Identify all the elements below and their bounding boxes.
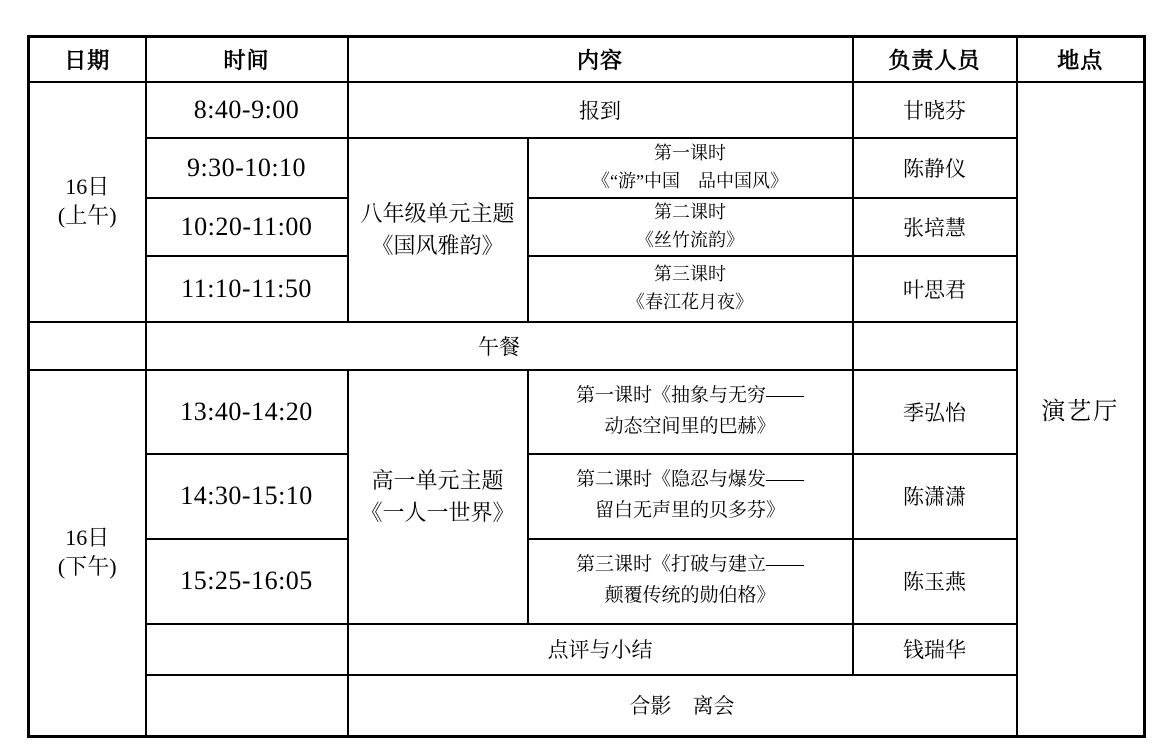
review-row: [29, 624, 1145, 675]
theme-line-2: 《国风雅韵》: [371, 232, 504, 258]
person-cell-pm3: 陈玉燕: [853, 539, 1017, 624]
theme-line-1: 高一单元主题: [371, 467, 504, 493]
person-cell-review: 钱瑞华: [853, 624, 1017, 675]
person-cell-am1: 陈静仪: [853, 138, 1017, 198]
theme-line-2: 《一人一世界》: [360, 499, 515, 525]
time-cell-am2: 10:20-11:00: [146, 198, 348, 256]
afternoon-lesson-1-row: [29, 370, 1145, 454]
afternoon-lesson-3-row: [29, 539, 1145, 624]
person-cell-pm2: 陈潇潇: [853, 454, 1017, 539]
lesson-title-line: 第二课时: [654, 201, 726, 222]
theme-line-1: 八年级单元主题: [360, 200, 515, 226]
closing-cell: 合影 离会: [348, 675, 1017, 737]
date-line-2: (下午): [57, 553, 117, 579]
lesson-title-line: 第一课时《抽象与无穷——: [576, 384, 805, 406]
date-line-2: (上午): [57, 202, 117, 228]
lesson-title-line: 第三课时《打破与建立——: [576, 554, 805, 576]
lesson-cell-am1: [528, 138, 853, 198]
lesson-title-line: 第一课时: [654, 142, 726, 163]
lesson-cell-pm1: [528, 370, 853, 454]
place-cell: 演艺厅: [1017, 82, 1145, 737]
lesson-subtitle-line: 颠覆传统的勋伯格》: [604, 585, 776, 606]
person-cell-pm1: 季弘怡: [853, 370, 1017, 454]
lesson-subtitle-line: 留白无声里的贝多芬》: [595, 500, 786, 521]
header-content: 内容: [348, 37, 853, 82]
registration-row: [29, 82, 1145, 138]
review-cell: 点评与小结: [348, 624, 853, 675]
schedule-table: [27, 35, 1146, 738]
time-cell-empty-closing: [146, 675, 348, 737]
lunch-row: [29, 322, 1145, 370]
time-cell-pm1: 13:40-14:20: [146, 370, 348, 454]
time-cell-pm3: 15:25-16:05: [146, 539, 348, 624]
lesson-subtitle-line: 动态空间里的巴赫》: [604, 415, 776, 437]
registration-cell: 报到: [348, 82, 853, 138]
lesson-cell-pm3: [528, 539, 853, 624]
person-cell-am2: 张培慧: [853, 198, 1017, 256]
date-cell-afternoon: [29, 370, 146, 737]
lunch-cell: 午餐: [146, 322, 853, 370]
header-time: 时间: [146, 37, 348, 82]
date-cell-morning: [29, 82, 146, 322]
date-line-1: 16日: [65, 525, 110, 551]
theme-cell-morning: [348, 138, 528, 322]
time-cell-registration: 8:40-9:00: [146, 82, 348, 138]
morning-lesson-3-row: [29, 256, 1145, 322]
morning-lesson-1-row: [29, 138, 1145, 198]
date-line-1: 16日: [65, 173, 110, 199]
header-date: 日期: [29, 37, 146, 82]
lesson-subtitle-line: 《“游”中国 品中国风》: [592, 170, 788, 191]
lesson-cell-am2: [528, 198, 853, 256]
lesson-title-line: 第二课时《隐忍与爆发——: [576, 469, 805, 491]
lesson-cell-pm2: [528, 454, 853, 539]
time-cell-am3: 11:10-11:50: [146, 256, 348, 322]
theme-cell-afternoon: [348, 370, 528, 624]
time-cell-pm2: 14:30-15:10: [146, 454, 348, 539]
date-cell-empty-lunch: [29, 322, 146, 370]
header-place: 地点: [1017, 37, 1145, 82]
person-cell-registration: 甘晓芬: [853, 82, 1017, 138]
lesson-subtitle-line: 《春江花月夜》: [627, 291, 753, 312]
morning-lesson-2-row: [29, 198, 1145, 256]
time-cell-empty-review: [146, 624, 348, 675]
closing-row: [29, 675, 1145, 737]
lesson-cell-am3: [528, 256, 853, 322]
person-cell-am3: 叶思君: [853, 256, 1017, 322]
header-person: 负责人员: [853, 37, 1017, 82]
afternoon-lesson-2-row: [29, 454, 1145, 539]
lesson-subtitle-line: 《丝竹流韵》: [636, 229, 744, 250]
time-cell-am1: 9:30-10:10: [146, 138, 348, 198]
lesson-title-line: 第三课时: [654, 263, 726, 284]
header-row: [29, 37, 1145, 82]
